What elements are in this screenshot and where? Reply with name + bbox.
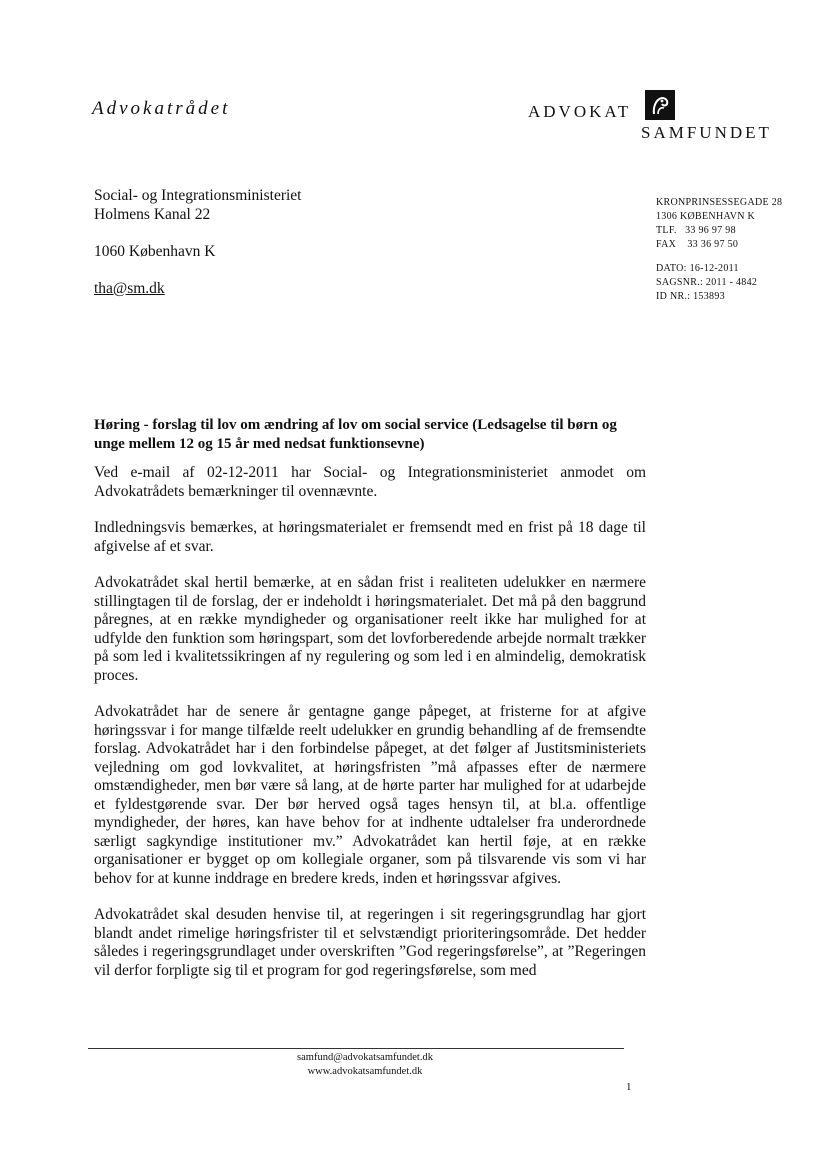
recipient-name: Social- og Integrationsministeriet bbox=[94, 187, 302, 204]
sender-contact-block bbox=[656, 196, 782, 304]
logo-word-top: ADVOKAT bbox=[528, 102, 632, 121]
page-number: 1 bbox=[626, 1081, 632, 1093]
logo-word-bottom: SAMFUNDET bbox=[641, 123, 772, 142]
letter-body bbox=[94, 464, 646, 998]
letter-subject: Høring - forslag til lov om ændring af lov om social service (Ledsagelse til børn og unge mellem 12 og 15 år med nedsat funktionsevne) bbox=[94, 417, 617, 452]
advokatsamfundet-logo bbox=[528, 90, 788, 150]
advokatsamfundet-emblem-icon bbox=[645, 90, 675, 120]
footer-email-link[interactable]: samfund@advokatsamfundet.dk bbox=[297, 1052, 433, 1063]
sender-postal: 1306 KØBENHAVN K bbox=[656, 211, 756, 222]
body-paragraph: Advokatrådet skal hertil bemærke, at en sådan frist i realiteten udelukker en nærmere stillingtagen til de forslag, der er indeholdt i høringsmaterialet. Det må på den baggrund påregnes, at en række myndigheder og organisationer reelt ikke har mulighed for at udfylde den funktion som høringspart, som det lovforberedende arbejde normalt trækker på som led i kvalitetssikringen af ny regulering og som led i en almindelig, demokratisk proces. bbox=[94, 574, 646, 684]
footer bbox=[200, 1051, 530, 1079]
sender-phone: TLF. 33 96 97 98 bbox=[656, 225, 736, 236]
recipient-email-link[interactable]: tha@sm.dk bbox=[94, 280, 165, 297]
letter-date: DATO: 16-12-2011 bbox=[656, 263, 739, 274]
body-paragraph: Advokatrådet har de senere år gentagne gange påpeget, at fristerne for at afgive høringssvar i for mange tilfælde reelt udelukker en grundig behandling af de fremsendte forslag. Advokatrådet har i den forbindelse påpeget, at det følger af Justitsministeriets vejledning om god lovkvalitet, at høringsfristen ”må afpasses efter de nærmere omstændigheder, men bør være så lang, at de hørte parter har mulighed for at udarbejde et fyldestgørende svar. Der bør herved også tages hensyn til, at bl.a. offentlige myndigheder, der høres, kan have behov for at indhente udtalelser fra underordnede særligt sagkyndige institutioner mv.” Advokatrådet kan hertil føje, at en række organisationer er bygget op om kollegiale organer, som på tilsvarende vis som vi har behov for at kunne inddrage en bredere kreds, inden et høringssvar afgives. bbox=[94, 703, 646, 887]
body-paragraph: Ved e-mail af 02-12-2011 har Social- og Integrationsministeriet anmodet om Advokatrådets bemærkninger til ovennævnte. bbox=[94, 464, 646, 500]
recipient-street: Holmens Kanal 22 bbox=[94, 206, 211, 223]
sender-organization: Advokatrådet bbox=[92, 98, 231, 119]
sender-street: KRONPRINSESSEGADE 28 bbox=[656, 197, 783, 208]
id-number: ID NR.: 153893 bbox=[656, 291, 725, 302]
recipient-address bbox=[94, 186, 301, 298]
sender-fax: FAX 33 36 97 50 bbox=[656, 239, 739, 250]
footer-divider bbox=[88, 1048, 624, 1049]
case-number: SAGSNR.: 2011 - 4842 bbox=[656, 277, 758, 288]
body-paragraph: Advokatrådet skal desuden henvise til, at regeringen i sit regeringsgrundlag har gjort blandt andet rimelige høringsfrister til et selvstændigt prioriteringsområde. Det hedder således i regeringsgrundlaget under overskriften ”God regeringsførelse”, at ”Regeringen vil derfor forpligte sig til et program for god regeringsførelse, som med bbox=[94, 906, 646, 979]
body-paragraph: Indledningsvis bemærkes, at høringsmaterialet er fremsendt med en frist på 18 dage til afgivelse af et svar. bbox=[94, 519, 646, 555]
footer-website-link[interactable]: www.advokatsamfundet.dk bbox=[307, 1066, 423, 1077]
recipient-city: 1060 København K bbox=[94, 243, 216, 260]
